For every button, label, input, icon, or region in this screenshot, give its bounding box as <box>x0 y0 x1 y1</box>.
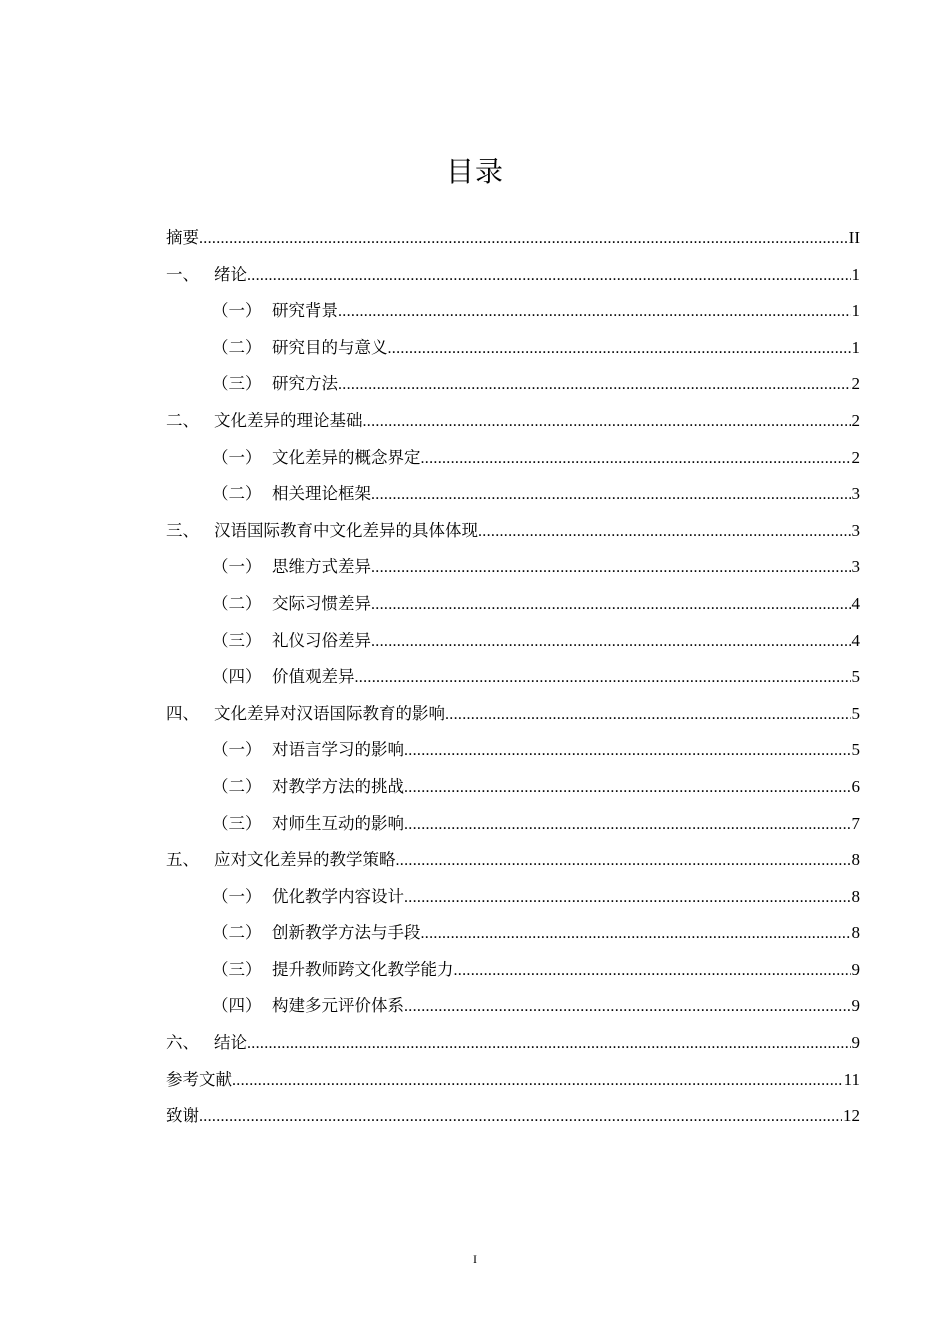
toc-entry-page: 2 <box>851 410 860 430</box>
toc-dot-leader <box>478 514 851 551</box>
toc-entry[interactable] <box>166 1025 860 1062</box>
toc-dot-leader <box>404 807 851 844</box>
toc-entry-number: （一） <box>212 740 262 760</box>
toc-entry[interactable] <box>166 696 860 733</box>
toc-entry[interactable] <box>166 549 860 586</box>
toc-entry[interactable] <box>166 879 860 916</box>
toc-dot-leader <box>404 733 851 770</box>
toc-entry-number: （三） <box>212 630 262 650</box>
toc-entry-number: （一） <box>212 447 262 467</box>
toc-entry-number: （一） <box>212 301 262 321</box>
toc-entry-page: 9 <box>851 959 860 979</box>
toc-entry[interactable] <box>166 1098 860 1135</box>
toc-entry-title: 思维方式差异 <box>272 557 371 577</box>
toc-entry-number: （一） <box>212 886 262 906</box>
toc-entry-number: 五、 <box>166 850 199 870</box>
toc-entry-number: （四） <box>212 996 262 1016</box>
toc-entry-page: 7 <box>851 813 860 833</box>
toc-entry-number: （三） <box>212 374 262 394</box>
toc-entry-title: 汉语国际教育中文化差异的具体体现 <box>214 520 478 540</box>
toc-entry-title: 结论 <box>214 1033 247 1053</box>
toc-dot-leader <box>404 989 851 1026</box>
toc-entry-title: 礼仪习俗差异 <box>272 630 371 650</box>
toc-entry[interactable] <box>166 476 860 513</box>
toc-entry[interactable] <box>166 988 860 1025</box>
toc-dot-leader <box>355 660 851 697</box>
toc-dot-leader <box>232 1063 843 1100</box>
toc-entry[interactable] <box>166 586 860 623</box>
toc-entry-title: 参考文献 <box>166 1069 232 1089</box>
toc-entry-page: 3 <box>851 557 860 577</box>
toc-entry-number: （二） <box>212 923 262 943</box>
toc-entry-page: 5 <box>851 740 860 760</box>
toc-entry-title: 绪论 <box>214 264 247 284</box>
toc-entry-number: 四、 <box>166 703 199 723</box>
toc-entry-title: 价值观差异 <box>272 667 355 687</box>
toc-dot-leader <box>404 880 851 917</box>
toc-entry-number: （三） <box>212 959 262 979</box>
toc-entry[interactable] <box>166 293 860 330</box>
toc-entry-title: 对语言学习的影响 <box>272 740 404 760</box>
toc-entry-title: 优化教学内容设计 <box>272 886 404 906</box>
toc-entry-number: （四） <box>212 667 262 687</box>
toc-entry-page: 9 <box>851 996 860 1016</box>
toc-dot-leader <box>421 916 851 953</box>
toc-entry-title: 研究背景 <box>272 301 338 321</box>
toc-entry-page: 1 <box>851 337 860 357</box>
toc-entry-page: 5 <box>851 703 860 723</box>
toc-entry-page: 8 <box>851 886 860 906</box>
toc-entry-page: 4 <box>851 630 860 650</box>
toc-dot-leader <box>445 697 851 734</box>
toc-dot-leader <box>363 404 851 441</box>
toc-entry-page: 9 <box>851 1033 860 1053</box>
toc-entry[interactable] <box>166 366 860 403</box>
toc-entry[interactable] <box>166 732 860 769</box>
toc-entry-number: 二、 <box>166 410 199 430</box>
toc-entry-number: （二） <box>212 337 262 357</box>
toc-entry-number: （三） <box>212 813 262 833</box>
toc-entry[interactable] <box>166 623 860 660</box>
toc-entry[interactable] <box>166 1062 860 1099</box>
toc-dot-leader <box>199 1099 842 1136</box>
toc-entry-number: （二） <box>212 593 262 613</box>
toc-dot-leader <box>454 953 851 990</box>
toc-entry[interactable] <box>166 659 860 696</box>
toc-entry-title: 构建多元评价体系 <box>272 996 404 1016</box>
toc-entry-page: 3 <box>851 520 860 540</box>
toc-dot-leader <box>371 550 851 587</box>
toc-entry-page: 1 <box>851 301 860 321</box>
toc-entry-page: 8 <box>851 923 860 943</box>
toc-entry[interactable] <box>166 220 860 257</box>
page-title: 目录 <box>445 155 504 188</box>
toc-entry-title: 交际习惯差异 <box>272 593 371 613</box>
toc-entry-page: 5 <box>851 667 860 687</box>
toc-entry[interactable] <box>166 952 860 989</box>
toc-entry-page: 3 <box>851 484 860 504</box>
toc-entry-number: （一） <box>212 557 262 577</box>
toc-entry[interactable] <box>166 769 860 806</box>
toc-entry[interactable] <box>166 330 860 367</box>
toc-entry-number: 三、 <box>166 520 199 540</box>
toc-entry[interactable] <box>166 513 860 550</box>
toc-entry-title: 提升教师跨文化教学能力 <box>272 959 454 979</box>
toc-entry-page: 12 <box>843 1106 860 1126</box>
toc-entry[interactable] <box>166 842 860 879</box>
toc-entry-title: 研究目的与意义 <box>272 337 388 357</box>
toc-entry-title: 文化差异的概念界定 <box>272 447 421 467</box>
toc-dot-leader <box>247 258 851 295</box>
toc-entry-title: 致谢 <box>166 1106 199 1126</box>
page-number: I <box>473 1252 477 1266</box>
toc-entry[interactable] <box>166 915 860 952</box>
toc-entry-page: 2 <box>851 447 860 467</box>
toc-entry-title: 摘要 <box>166 228 199 247</box>
toc-entry-title: 相关理论框架 <box>272 484 371 504</box>
table-of-contents <box>166 220 860 1135</box>
toc-entry[interactable] <box>166 440 860 477</box>
toc-entry-number: （二） <box>212 484 262 504</box>
toc-dot-leader <box>404 770 851 807</box>
toc-entry-page: 2 <box>851 374 860 394</box>
toc-entry-page: 6 <box>851 776 860 796</box>
toc-entry-title: 文化差异的理论基础 <box>214 410 363 430</box>
toc-entry-title: 对教学方法的挑战 <box>272 776 404 796</box>
toc-dot-leader <box>421 441 851 478</box>
toc-dot-leader <box>338 294 851 331</box>
toc-entry-page: 8 <box>851 850 860 870</box>
toc-dot-leader <box>371 587 851 624</box>
toc-entry-page: 11 <box>843 1069 860 1089</box>
toc-dot-leader <box>338 367 851 404</box>
toc-entry[interactable] <box>166 403 860 440</box>
toc-dot-leader <box>396 843 851 880</box>
toc-entry-title: 创新教学方法与手段 <box>272 923 421 943</box>
toc-dot-leader <box>371 624 851 661</box>
toc-dot-leader <box>199 221 848 258</box>
toc-entry-number: 六、 <box>166 1033 199 1053</box>
toc-entry-number: 一、 <box>166 264 199 284</box>
toc-entry-number: （二） <box>212 776 262 796</box>
toc-entry[interactable] <box>166 806 860 843</box>
toc-dot-leader <box>247 1026 851 1063</box>
toc-entry-page: II <box>848 228 860 247</box>
toc-entry-page: 4 <box>851 593 860 613</box>
toc-dot-leader <box>371 477 851 514</box>
toc-entry-title: 对师生互动的影响 <box>272 813 404 833</box>
toc-entry-title: 研究方法 <box>272 374 338 394</box>
toc-entry-title: 文化差异对汉语国际教育的影响 <box>214 703 445 723</box>
toc-entry-title: 应对文化差异的教学策略 <box>214 850 396 870</box>
toc-entry-page: 1 <box>851 264 860 284</box>
toc-entry[interactable] <box>166 257 860 294</box>
toc-dot-leader <box>388 331 851 368</box>
